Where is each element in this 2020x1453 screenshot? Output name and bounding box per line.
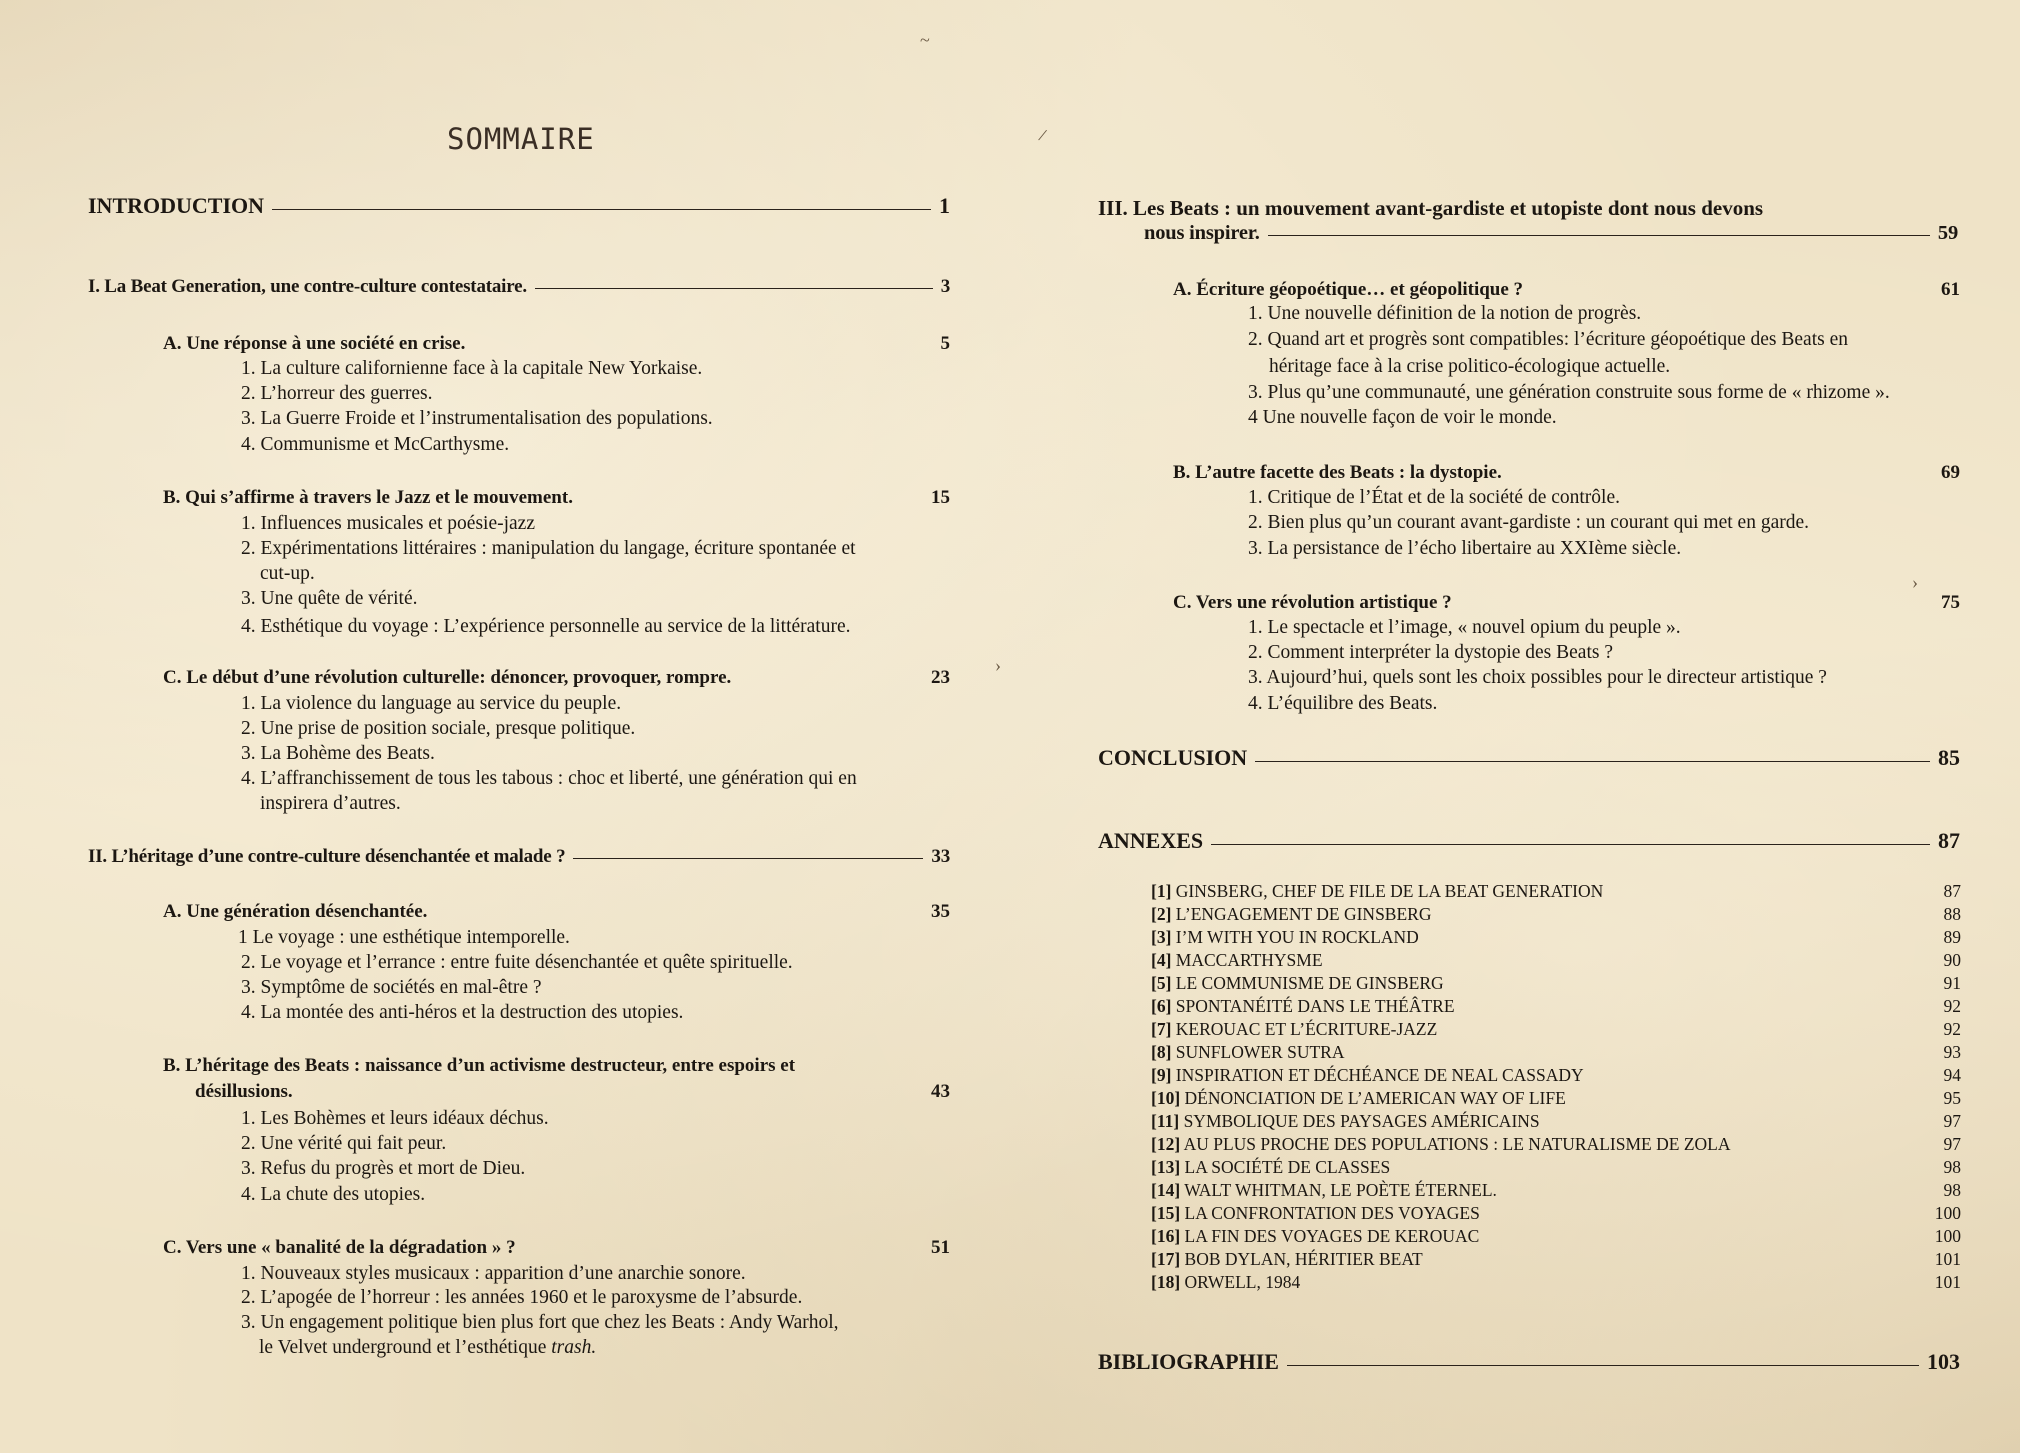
- annex-page: 90: [1943, 950, 1961, 970]
- annex-item[interactable]: [1151, 950, 1961, 971]
- annex-text: KEROUAC ET L’ÉCRITURE-JAZZ: [1175, 1019, 1438, 1039]
- toc-page: 23: [931, 667, 950, 688]
- toc-page: 43: [931, 1081, 950, 1102]
- annex-page: 101: [1934, 1249, 1961, 1269]
- annex-page: 88: [1943, 904, 1961, 924]
- annex-text: AU PLUS PROCHE DES POPULATIONS : LE NATURALISME DE ZOLA: [1183, 1134, 1731, 1154]
- annex-key: [10]: [1151, 1088, 1181, 1108]
- toc-section-1b[interactable]: [163, 487, 950, 509]
- toc-page: 35: [931, 901, 950, 922]
- toc-section-3b[interactable]: [1173, 462, 1960, 484]
- annex-title: [1151, 1065, 1584, 1086]
- annex-page: 87: [1943, 881, 1961, 901]
- toc-item[interactable]: 4. La montée des anti-héros et la destruction des utopies.: [241, 1002, 684, 1023]
- paper-speck-mark: ›: [1912, 572, 1918, 592]
- annex-page: 94: [1943, 1065, 1961, 1085]
- toc-label: I. La Beat Generation, une contre-culture contestataire.: [88, 276, 527, 297]
- annex-key: [14]: [1151, 1180, 1181, 1200]
- leader-line: [573, 858, 923, 859]
- toc-item[interactable]: 3. Un engagement politique bien plus fort que chez les Beats : Andy Warhol,: [241, 1312, 839, 1333]
- annex-key: [13]: [1151, 1157, 1181, 1177]
- toc-page: 33: [931, 846, 950, 867]
- annex-page: 97: [1943, 1111, 1961, 1131]
- annex-key: [8]: [1151, 1042, 1172, 1062]
- annex-text: ORWELL, 1984: [1184, 1272, 1301, 1292]
- leader-line: [272, 209, 931, 210]
- annex-text: LA CONFRONTATION DES VOYAGES: [1184, 1203, 1480, 1223]
- annex-item[interactable]: [1151, 1111, 1961, 1132]
- toc-item[interactable]: 4 Une nouvelle façon de voir le monde.: [1248, 407, 1557, 428]
- toc-section-2c[interactable]: [163, 1237, 950, 1259]
- toc-item[interactable]: 1. Une nouvelle définition de la notion de progrès.: [1248, 303, 1642, 324]
- toc-item[interactable]: 3. Aujourd’hui, quels sont les choix possibles pour le directeur artistique ?: [1248, 667, 1827, 688]
- toc-page: 15: [931, 487, 950, 508]
- toc-item[interactable]: 3. Une quête de vérité.: [241, 588, 418, 609]
- annex-item[interactable]: [1151, 996, 1961, 1017]
- annex-title: [1151, 1111, 1540, 1132]
- toc-page: 69: [1941, 462, 1960, 483]
- leader-line: [1211, 844, 1930, 845]
- annex-key: [2]: [1151, 904, 1172, 924]
- leader-line: [535, 288, 933, 289]
- annex-title: [1151, 1180, 1497, 1201]
- toc-item[interactable]: 3. Plus qu’une communauté, une génération construite sous forme de « rhizome ».: [1248, 382, 1890, 403]
- annex-page: 91: [1943, 973, 1961, 993]
- annex-text: LE COMMUNISME DE GINSBERG: [1175, 973, 1444, 993]
- italic-word: trash.: [551, 1337, 597, 1358]
- annex-key: [6]: [1151, 996, 1172, 1016]
- toc-conclusion[interactable]: [1098, 745, 1960, 771]
- toc-section-3a[interactable]: [1173, 279, 1960, 301]
- toc-section-2a[interactable]: [163, 901, 950, 923]
- toc-item-continued: héritage face à la crise politico-écologique actuelle.: [1269, 356, 1671, 377]
- leader-line: [1268, 235, 1930, 236]
- annex-page: 89: [1943, 927, 1961, 947]
- toc-label: nous inspirer.: [1144, 222, 1260, 244]
- toc-label: BIBLIOGRAPHIE: [1098, 1349, 1279, 1374]
- toc-page: 5: [940, 333, 950, 354]
- annex-page: 95: [1943, 1088, 1961, 1108]
- toc-page: 51: [931, 1237, 950, 1258]
- toc-part-1[interactable]: [88, 276, 950, 298]
- annex-text: DÉNONCIATION DE L’AMERICAN WAY OF LIFE: [1184, 1088, 1566, 1108]
- toc-item[interactable]: 3. La Bohème des Beats.: [241, 743, 435, 764]
- toc-page: 61: [1941, 279, 1960, 300]
- toc-bibliographie[interactable]: [1098, 1349, 1960, 1375]
- annex-item[interactable]: [1151, 1019, 1961, 1040]
- toc-item[interactable]: 2. Une vérité qui fait peur.: [241, 1133, 447, 1154]
- toc-item[interactable]: 2. Quand art et progrès sont compatibles: l’écriture géopoétique des Beats en: [1248, 329, 1848, 350]
- annex-text: SPONTANÉITÉ DANS LE THÉÂTRE: [1175, 996, 1455, 1016]
- annex-text: SUNFLOWER SUTRA: [1175, 1042, 1345, 1062]
- annex-page: 101: [1934, 1272, 1961, 1292]
- annex-page: 98: [1943, 1157, 1961, 1177]
- toc-item[interactable]: 3. La Guerre Froide et l’instrumentalisation des populations.: [241, 408, 713, 429]
- annex-key: [16]: [1151, 1226, 1181, 1246]
- toc-item[interactable]: 4. La chute des utopies.: [241, 1184, 426, 1205]
- annex-page: 92: [1943, 1019, 1961, 1039]
- toc-label: III. Les Beats : un mouvement avant-gardiste et utopiste dont nous devons: [1098, 196, 1764, 220]
- annex-item[interactable]: [1151, 1157, 1961, 1178]
- toc-part-2[interactable]: [88, 846, 950, 868]
- toc-label: A. Une génération désenchantée.: [163, 901, 428, 922]
- toc-item-continued: [259, 1335, 596, 1360]
- toc-section-3c[interactable]: [1173, 592, 1960, 614]
- toc-item[interactable]: 1. Les Bohèmes et leurs idéaux déchus.: [241, 1108, 549, 1129]
- toc-label: C. Vers une « banalité de la dégradation » ?: [163, 1237, 516, 1258]
- toc-item-text: le Velvet underground et l’esthétique: [259, 1337, 552, 1358]
- toc-page: 85: [1938, 745, 1960, 770]
- annex-key: [17]: [1151, 1249, 1181, 1269]
- leader-line: [1255, 761, 1930, 762]
- toc-page: 1: [939, 193, 950, 218]
- annex-key: [7]: [1151, 1019, 1172, 1039]
- toc-item[interactable]: 3. La persistance de l’écho libertaire au XXIème siècle.: [1248, 538, 1682, 559]
- toc-item[interactable]: 1. Le spectacle et l’image, « nouvel opium du peuple ».: [1248, 617, 1681, 638]
- toc-label: C. Le début d’une révolution culturelle: dénoncer, provoquer, rompre.: [163, 667, 732, 688]
- toc-label: ANNEXES: [1098, 828, 1204, 853]
- toc-label: désillusions.: [195, 1081, 293, 1102]
- annex-key: [9]: [1151, 1065, 1172, 1085]
- toc-label: B. L’autre facette des Beats : la dystopie.: [1173, 462, 1502, 483]
- annex-title: [1151, 1042, 1344, 1063]
- toc-page: 3: [940, 276, 950, 297]
- toc-page: 59: [1937, 222, 1958, 244]
- annex-item[interactable]: [1151, 1272, 1961, 1293]
- toc-page: 87: [1938, 828, 1960, 853]
- annex-text: LA FIN DES VOYAGES DE KEROUAC: [1184, 1226, 1480, 1246]
- annex-title: [1151, 1272, 1300, 1293]
- toc-part-3[interactable]: [1098, 196, 1978, 221]
- annex-item[interactable]: [1151, 904, 1961, 925]
- annex-title: [1151, 973, 1444, 994]
- toc-item[interactable]: 4. L’équilibre des Beats.: [1248, 693, 1438, 714]
- annex-page: 97: [1943, 1134, 1961, 1154]
- annex-title: [1151, 1088, 1566, 1109]
- toc-item[interactable]: 1. La violence du language au service du peuple.: [241, 693, 622, 714]
- toc-item[interactable]: 4. L’affranchissement de tous les tabous : choc et liberté, une génération qui en: [241, 768, 857, 789]
- toc-item[interactable]: 2. Comment interpréter la dystopie des Beats ?: [1248, 642, 1613, 663]
- toc-annexes[interactable]: [1098, 828, 1960, 854]
- annex-title: [1151, 927, 1419, 948]
- annex-item[interactable]: [1151, 1249, 1961, 1270]
- annex-key: [3]: [1151, 927, 1172, 947]
- annex-page: 93: [1943, 1042, 1961, 1062]
- toc-item[interactable]: 1. Nouveaux styles musicaux : apparition d’une anarchie sonore.: [241, 1263, 746, 1284]
- leader-line: [1287, 1365, 1919, 1366]
- toc-item[interactable]: 2. Bien plus qu’un courant avant-gardiste : un courant qui met en garde.: [1248, 512, 1810, 533]
- toc-item[interactable]: 3. Refus du progrès et mort de Dieu.: [241, 1158, 526, 1179]
- toc-item-continued: cut-up.: [260, 563, 315, 584]
- annex-title: [1151, 1249, 1423, 1270]
- annex-key: [5]: [1151, 973, 1172, 993]
- toc-label: II. L’héritage d’une contre-culture désenchantée et malade ?: [88, 846, 566, 867]
- annex-key: [4]: [1151, 950, 1172, 970]
- paper-speck-mark: /: [1036, 124, 1049, 146]
- annex-key: [1]: [1151, 881, 1172, 901]
- annex-page: 100: [1934, 1203, 1961, 1223]
- toc-item-continued: inspirera d’autres.: [260, 793, 401, 814]
- toc-item[interactable]: 1. La culture californienne face à la capitale New Yorkaise.: [241, 358, 703, 379]
- toc-item[interactable]: 4. Communisme et McCarthysme.: [241, 434, 510, 455]
- toc-item[interactable]: 2. L’apogée de l’horreur : les années 1960 et le paroxysme de l’absurde.: [241, 1287, 803, 1308]
- annex-text: MACCARTHYSME: [1175, 950, 1323, 970]
- annex-text: WALT WHITMAN, LE POÈTE ÉTERNEL.: [1184, 1180, 1497, 1200]
- annex-item[interactable]: [1151, 1088, 1961, 1109]
- annex-text: LA SOCIÉTÉ DE CLASSES: [1184, 1157, 1391, 1177]
- toc-item[interactable]: 3. Symptôme de sociétés en mal-être ?: [241, 977, 542, 998]
- toc-label: CONCLUSION: [1098, 745, 1248, 770]
- toc-label: B. Qui s’affirme à travers le Jazz et le mouvement.: [163, 487, 573, 508]
- annex-key: [11]: [1151, 1111, 1180, 1131]
- annex-page: 98: [1943, 1180, 1961, 1200]
- toc-label: A. Une réponse à une société en crise.: [163, 333, 466, 354]
- toc-label: A. Écriture géopoétique… et géopolitique ?: [1173, 279, 1524, 300]
- annex-title: [1151, 1226, 1479, 1247]
- toc-item[interactable]: 1. Critique de l’État et de la société de contrôle.: [1248, 487, 1620, 508]
- annex-text: L’ENGAGEMENT DE GINSBERG: [1175, 904, 1432, 924]
- annex-item[interactable]: [1151, 1065, 1961, 1086]
- toc-label: C. Vers une révolution artistique ?: [1173, 592, 1452, 613]
- annex-title: [1151, 1157, 1390, 1178]
- toc-section-2b-continued[interactable]: [195, 1081, 950, 1103]
- annex-item[interactable]: [1151, 1042, 1961, 1063]
- annex-page: 100: [1934, 1226, 1961, 1246]
- annex-item[interactable]: [1151, 881, 1961, 902]
- annex-item[interactable]: [1151, 1134, 1961, 1155]
- annex-text: GINSBERG, CHEF DE FILE DE LA BEAT GENERATION: [1175, 881, 1604, 901]
- annex-item[interactable]: [1151, 1226, 1961, 1247]
- annex-text: SYMBOLIQUE DES PAYSAGES AMÉRICAINS: [1183, 1111, 1540, 1131]
- paper-speck-mark: ›: [995, 655, 1001, 675]
- toc-item[interactable]: 4. Esthétique du voyage : L’expérience personnelle au service de la littérature.: [241, 616, 851, 637]
- annex-title: [1151, 1019, 1437, 1040]
- annex-title: [1151, 950, 1323, 971]
- paper-speck-mark: ~: [920, 30, 930, 50]
- toc-section-2b[interactable]: [163, 1055, 950, 1077]
- toc-part-3-continued[interactable]: [1144, 222, 1958, 245]
- toc-item[interactable]: 2. Le voyage et l’errance : entre fuite désenchantée et quête spirituelle.: [241, 952, 793, 973]
- toc-item[interactable]: 2. Expérimentations littéraires : manipulation du langage, écriture spontanée et: [241, 538, 856, 559]
- annex-key: [18]: [1151, 1272, 1181, 1292]
- annex-key: [15]: [1151, 1203, 1181, 1223]
- toc-section-1a[interactable]: [163, 333, 950, 355]
- annex-item[interactable]: [1151, 973, 1961, 994]
- annex-title: [1151, 996, 1455, 1017]
- toc-item[interactable]: 1. Influences musicales et poésie-jazz: [241, 513, 535, 534]
- toc-label: INTRODUCTION: [88, 193, 265, 218]
- toc-page: 75: [1941, 592, 1960, 613]
- annex-text: INSPIRATION ET DÉCHÉANCE DE NEAL CASSADY: [1175, 1065, 1584, 1085]
- annex-item[interactable]: [1151, 1203, 1961, 1224]
- annex-page: 92: [1943, 996, 1961, 1016]
- annex-title: [1151, 1134, 1730, 1155]
- annex-key: [12]: [1151, 1134, 1181, 1154]
- toc-item[interactable]: 2. L’horreur des guerres.: [241, 383, 433, 404]
- toc-section-1c[interactable]: [163, 667, 950, 689]
- toc-item[interactable]: 1 Le voyage : une esthétique intemporelle.: [238, 927, 570, 948]
- annex-text: I’M WITH YOU IN ROCKLAND: [1175, 927, 1419, 947]
- annex-item[interactable]: [1151, 1180, 1961, 1201]
- annex-text: BOB DYLAN, HÉRITIER BEAT: [1184, 1249, 1423, 1269]
- toc-page: 103: [1927, 1349, 1960, 1374]
- page-title: SOMMAIRE: [447, 122, 595, 156]
- annex-title: [1151, 881, 1603, 902]
- toc-label: B. L’héritage des Beats : naissance d’un activisme destructeur, entre espoirs et: [163, 1055, 796, 1076]
- toc-item[interactable]: 2. Une prise de position sociale, presque politique.: [241, 718, 636, 739]
- annex-item[interactable]: [1151, 927, 1961, 948]
- annex-title: [1151, 904, 1431, 925]
- annex-title: [1151, 1203, 1480, 1224]
- toc-introduction[interactable]: [88, 193, 950, 219]
